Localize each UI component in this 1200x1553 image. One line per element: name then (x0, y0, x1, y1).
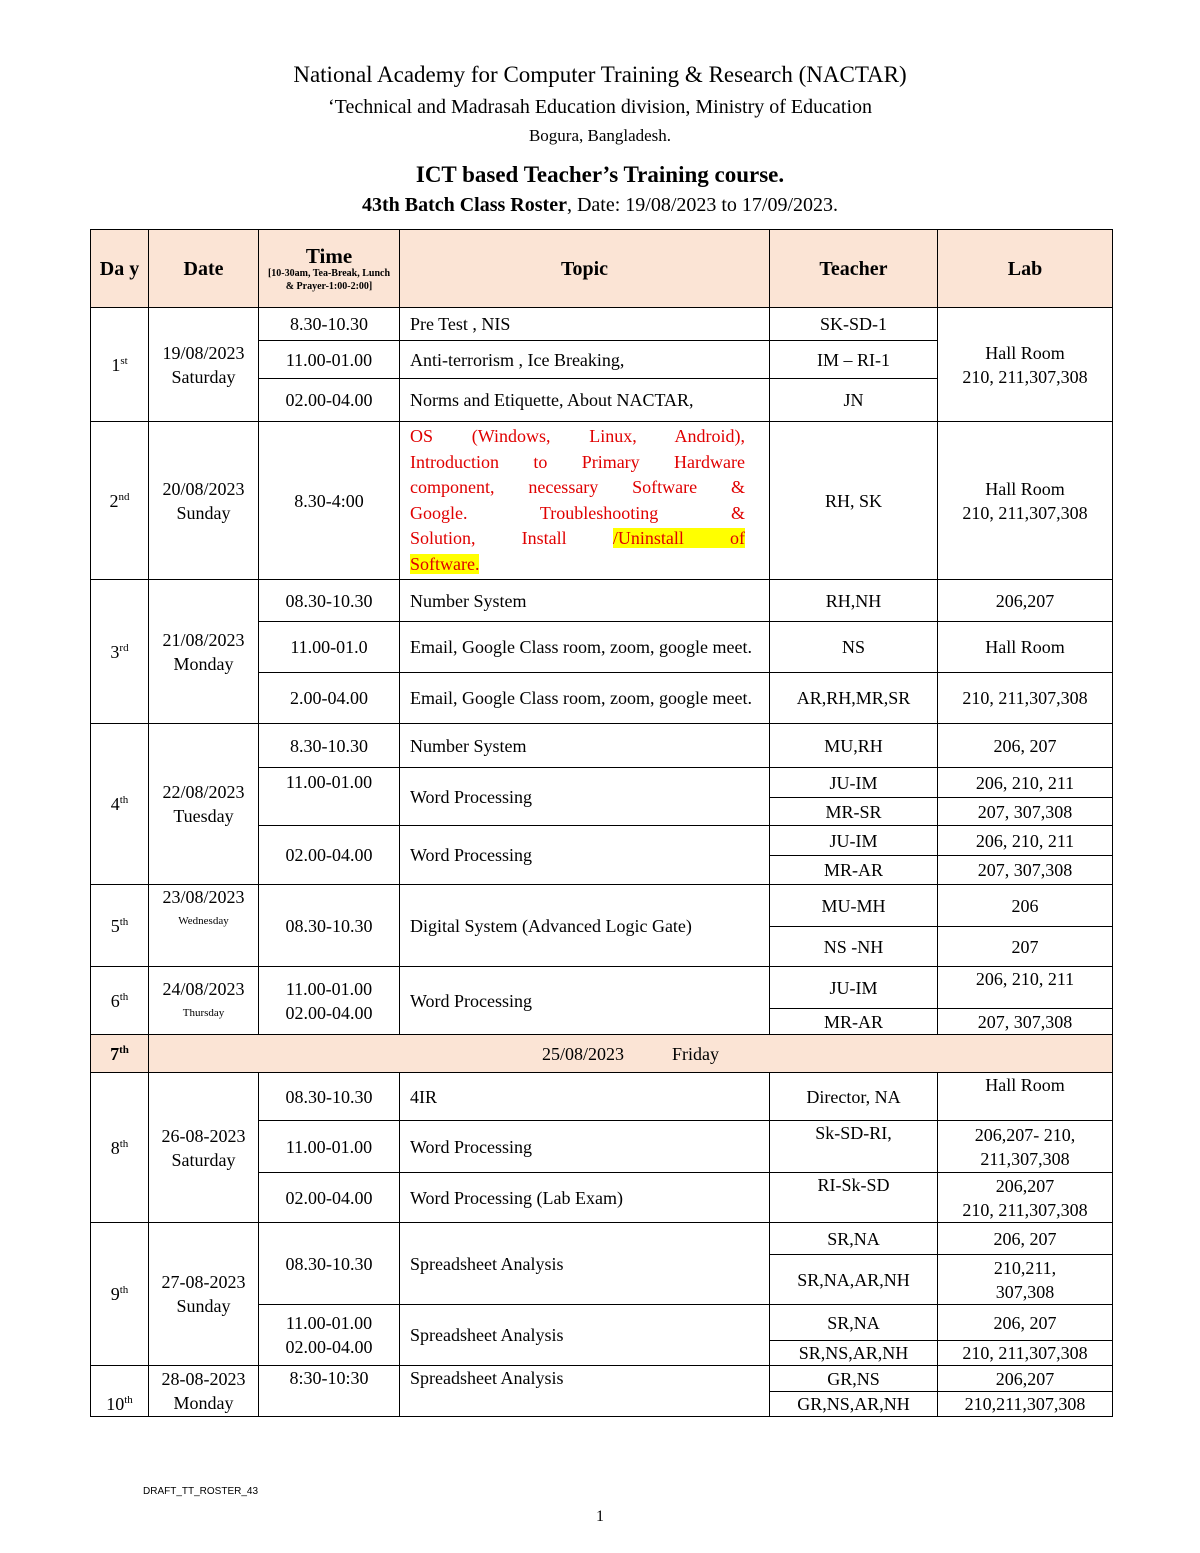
col-time (259, 230, 400, 308)
col-time-label: Time (305, 243, 353, 268)
teacher-cell: JU-IM (770, 826, 938, 856)
organization-title: National Academy for Computer Training & Research (NACTAR) (293, 62, 907, 87)
page-number: 1 (596, 1508, 604, 1525)
date-cell: 21/08/2023 Monday (149, 580, 259, 724)
topic-cell: Word Processing (Lab Exam) (400, 1173, 770, 1223)
time-cell: 11.00-01.00 02.00-04.00 (259, 1305, 400, 1366)
lab-cell: Hall Room 210, 211,307,308 (938, 422, 1113, 580)
location-line: Bogura, Bangladesh. (528, 126, 672, 145)
day-cell: 3rd (91, 580, 149, 724)
time-cell: 8:30-10:30 (259, 1366, 400, 1417)
lab-cell: 206,207 (938, 580, 1113, 622)
lab-cell: 210,211,307,308 (938, 1392, 1113, 1417)
time-cell: 08.30-10.30 (259, 1073, 400, 1121)
topic-cell: Email, Google Class room, zoom, google meet. (400, 673, 770, 724)
teacher-cell: RH,NH (770, 580, 938, 622)
lab-cell: 207, 307,308 (938, 798, 1113, 826)
teacher-cell: SK-SD-1 (770, 308, 938, 341)
day-cell: 6th (91, 967, 149, 1035)
table-row (91, 308, 1113, 341)
time-cell: 02.00-04.00 (259, 826, 400, 885)
table-row (91, 1073, 1113, 1121)
teacher-cell: MR-SR (770, 798, 938, 826)
time-cell: 08.30-10.30 (259, 580, 400, 622)
course-title: ICT based Teacher’s Training course. (415, 162, 785, 187)
date-cell: 26-08-2023 Saturday (149, 1073, 259, 1223)
teacher-cell: SR,NA (770, 1305, 938, 1341)
teacher-cell: SR,NS,AR,NH (770, 1341, 938, 1366)
teacher-cell: MR-AR (770, 856, 938, 885)
topic-cell: Digital System (Advanced Logic Gate) (400, 885, 770, 967)
topic-cell: OS (Windows, Linux, Android), Introduction to Primary Hardware component, necessary Software & Google. Troubleshooting & Solution, Install /Uninstall of Software. (400, 422, 770, 580)
lab-cell: Hall Room 210, 211,307,308 (938, 308, 1113, 422)
teacher-cell: MU-MH (770, 885, 938, 927)
lab-cell: 207 (938, 927, 1113, 967)
topic-cell: Word Processing (400, 768, 770, 826)
day-cell: 2nd (91, 422, 149, 580)
time-cell: 11.00-01.00 02.00-04.00 (259, 967, 400, 1035)
day-cell: 5th (91, 885, 149, 967)
topic-cell: Email, Google Class room, zoom, google meet. (400, 622, 770, 673)
lab-cell: 206, 207 (938, 1223, 1113, 1255)
lab-cell: 206, 207 (938, 724, 1113, 768)
topic-cell: Spreadsheet Analysis (400, 1223, 770, 1305)
table-row (91, 580, 1113, 622)
lab-cell: 210, 211,307,308 (938, 1341, 1113, 1366)
teacher-cell: RI-Sk-SD (770, 1173, 938, 1223)
lab-cell: 206,207 (938, 1366, 1113, 1392)
batch-dates: , Date: 19/08/2023 to 17/09/2023. (566, 194, 839, 216)
topic-cell: Word Processing (400, 1121, 770, 1173)
class-roster-table (90, 229, 1113, 1417)
lab-cell: 206, 207 (938, 1305, 1113, 1341)
teacher-cell: AR,RH,MR,SR (770, 673, 938, 724)
time-cell: 11.00-01.00 (259, 768, 400, 826)
topic-cell: Word Processing (400, 967, 770, 1035)
time-cell: 2.00-04.00 (259, 673, 400, 724)
date-cell: 23/08/2023 Wednesday (149, 885, 259, 967)
topic-cell: Anti-terrorism , Ice Breaking, (400, 341, 770, 379)
header-row (91, 230, 1113, 308)
topic-cell: Number System (400, 724, 770, 768)
table-row (91, 1366, 1113, 1392)
batch-label: 43th Batch Class Roster (361, 194, 567, 216)
teacher-cell: MR-AR (770, 1009, 938, 1035)
teacher-cell: RH, SK (770, 422, 938, 580)
time-cell: 11.00-01.00 (259, 1121, 400, 1173)
teacher-cell: IM – RI-1 (770, 341, 938, 379)
date-cell: 24/08/2023 Thursday (149, 967, 259, 1035)
date-cell: 27-08-2023 Sunday (149, 1223, 259, 1366)
table-row (91, 967, 1113, 1009)
teacher-cell: JU-IM (770, 768, 938, 798)
day-cell: 10th (91, 1366, 149, 1417)
col-date: Date (149, 230, 259, 308)
lab-cell: 206, 210, 211 (938, 768, 1113, 798)
lab-cell: 206, 210, 211 (938, 826, 1113, 856)
time-cell: 02.00-04.00 (259, 1173, 400, 1223)
date-cell: 19/08/2023 Saturday (149, 308, 259, 422)
teacher-cell: JU-IM (770, 967, 938, 1009)
lab-cell: Hall Room (938, 622, 1113, 673)
lab-cell: 206,207 210, 211,307,308 (938, 1173, 1113, 1223)
date-cell: 20/08/2023 Sunday (149, 422, 259, 580)
day-cell: 4th (91, 724, 149, 885)
table-row (91, 1223, 1113, 1255)
lab-cell: 206, 210, 211 (938, 967, 1113, 1009)
teacher-cell: JN (770, 379, 938, 422)
time-cell: 11.00-01.00 (259, 341, 400, 379)
table-row (91, 724, 1113, 768)
lab-cell: Hall Room (938, 1073, 1113, 1121)
table-row (91, 885, 1113, 927)
topic-cell: Number System (400, 580, 770, 622)
topic-cell: Word Processing (400, 826, 770, 885)
teacher-cell: GR,NS,AR,NH (770, 1392, 938, 1417)
time-cell: 8.30-10.30 (259, 308, 400, 341)
batch-line (0, 194, 1200, 217)
date-cell: 28-08-2023 Monday (149, 1366, 259, 1417)
lab-cell: 207, 307,308 (938, 856, 1113, 885)
topic-cell: Pre Test , NIS (400, 308, 770, 341)
lab-cell: 210,211, 307,308 (938, 1255, 1113, 1305)
division-line: ‘Technical and Madrasah Education division, Ministry of Education (327, 96, 872, 118)
col-day: Da y (91, 230, 149, 308)
lab-cell: 207, 307,308 (938, 1009, 1113, 1035)
table-row (91, 422, 1113, 580)
topic-cell: Norms and Etiquette, About NACTAR, (400, 379, 770, 422)
day-cell: 8th (91, 1073, 149, 1223)
time-cell: 08.30-10.30 (259, 1223, 400, 1305)
time-cell: 8.30-4:00 (259, 422, 400, 580)
time-cell: 8.30-10.30 (259, 724, 400, 768)
teacher-cell: Sk-SD-RI, (770, 1121, 938, 1173)
col-teacher: Teacher (770, 230, 938, 308)
document-id: DRAFT_TT_ROSTER_43 (143, 1486, 259, 1497)
teacher-cell: NS (770, 622, 938, 673)
date-cell: 22/08/2023 Tuesday (149, 724, 259, 885)
lab-cell: 206,207- 210, 211,307,308 (938, 1121, 1113, 1173)
lab-cell: 206 (938, 885, 1113, 927)
topic-cell: Spreadsheet Analysis (400, 1366, 770, 1417)
col-topic: Topic (400, 230, 770, 308)
teacher-cell: Director, NA (770, 1073, 938, 1121)
time-cell: 08.30-10.30 (259, 885, 400, 967)
table-row (91, 1035, 1113, 1073)
day-cell: 9th (91, 1223, 149, 1366)
lab-cell: 210, 211,307,308 (938, 673, 1113, 724)
time-cell: 02.00-04.00 (259, 379, 400, 422)
day-cell: 7th (91, 1035, 149, 1073)
teacher-cell: SR,NA (770, 1223, 938, 1255)
topic-cell: Spreadsheet Analysis (400, 1305, 770, 1366)
teacher-cell: MU,RH (770, 724, 938, 768)
teacher-cell: NS -NH (770, 927, 938, 967)
col-lab: Lab (938, 230, 1113, 308)
holiday-cell: 25/08/2023 Friday (149, 1035, 1113, 1073)
day-cell: 1st (91, 308, 149, 422)
teacher-cell: SR,NA,AR,NH (770, 1255, 938, 1305)
teacher-cell: GR,NS (770, 1366, 938, 1392)
col-time-note: [10-30am, Tea-Break, Lunch & Prayer-1:00-2:00] (267, 267, 391, 292)
topic-cell: 4IR (400, 1073, 770, 1121)
time-cell: 11.00-01.0 (259, 622, 400, 673)
